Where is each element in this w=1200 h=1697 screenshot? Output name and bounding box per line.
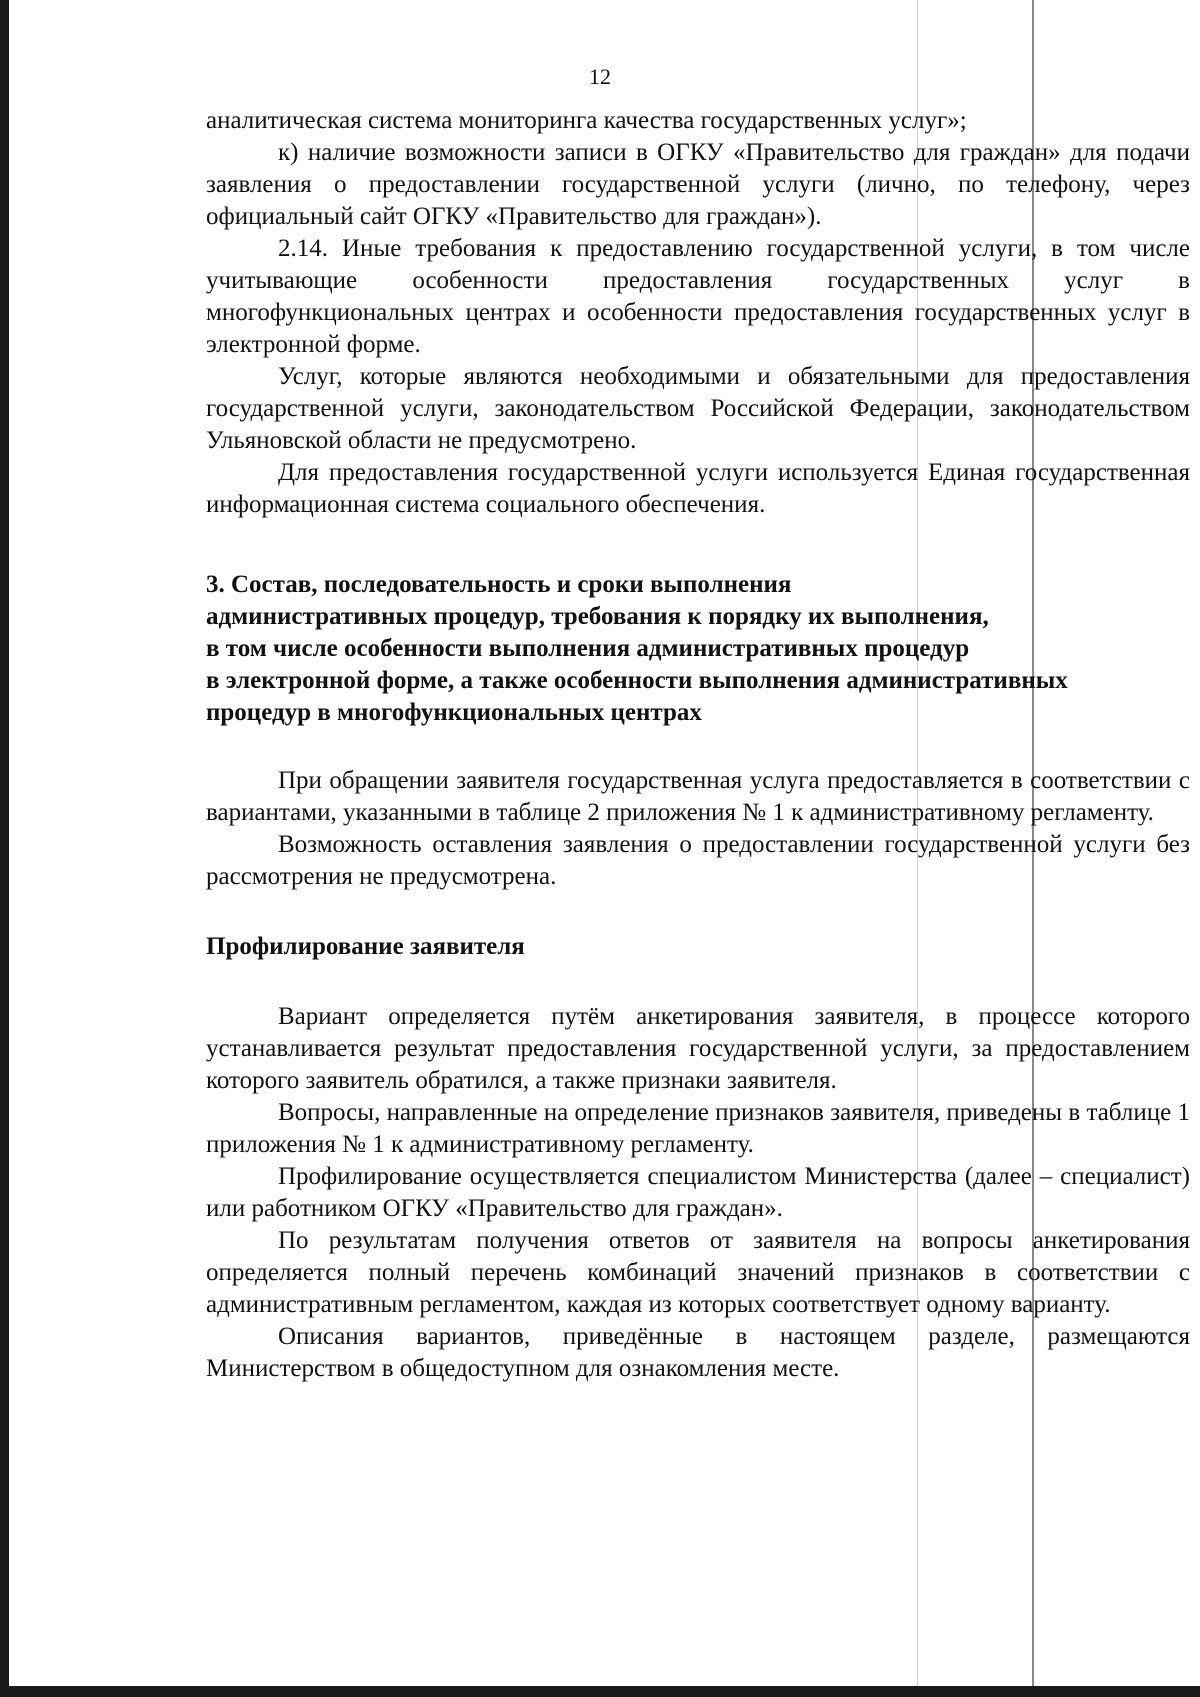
document-body	[206, 105, 1190, 1385]
scan-border-bottom	[0, 1686, 1200, 1697]
section-3-heading	[206, 569, 1190, 729]
section-3-title-line: 3. Состав, последовательность и сроки выполнения	[206, 571, 792, 598]
scan-border-left	[0, 0, 9, 1697]
section-3-title-line: административных процедур, требования к порядку их выполнения,	[206, 603, 989, 630]
paragraph-profiling: Вопросы, направленные на определение признаков заявителя, приведены в таблице 1 приложения № 1 к административному регламенту.	[206, 1099, 1190, 1158]
spacer	[206, 729, 1190, 765]
paragraph-profiling: Вариант определяется путём анкетирования заявителя, в процессе которого устанавливается результат предоставления государственной услуги, за предоставлением которого заявитель обратился, а также признаки заявителя.	[206, 1003, 1190, 1094]
page-number: 12	[589, 64, 611, 89]
section-3-title-line: процедур в многофункциональных центрах	[206, 699, 702, 726]
paragraph-variants: При обращении заявителя государственная услуга предоставляется в соответствии с вариантами, указанными в таблице 2 приложения № 1 к административному регламенту.	[206, 767, 1190, 826]
section-3-title-line: в том числе особенности выполнения административных процедур	[206, 635, 970, 662]
paragraph-profiling: По результатам получения ответов от заявителя на вопросы анкетирования определяется полный перечень комбинаций значений признаков в соответствии с административным регламентом, каждая из которых соответствует одному варианту.	[206, 1227, 1190, 1318]
paragraph-information-system: Для предоставления государственной услуги используется Единая государственная информационная система социального обеспечения.	[206, 459, 1190, 518]
paragraph-2-14: 2.14. Иные требования к предоставлению государственной услуги, в том числе учитывающие особенности предоставления государственных услуг в многофункциональных центрах и особенности предоставления государственных услуг в электронной форме.	[206, 235, 1190, 358]
paragraph-profiling: Описания вариантов, приведённые в настоящем разделе, размещаются Министерством в общедоступном для ознакомления месте.	[206, 1323, 1190, 1382]
paragraph-profiling: Профилирование осуществляется специалистом Министерства (далее – специалист) или работником ОГКУ «Правительство для граждан».	[206, 1163, 1190, 1222]
spacer	[206, 963, 1190, 1001]
paragraph-services: Услуг, которые являются необходимыми и обязательными для предоставления государственной услуги, законодательством Российской Федерации, законодательством Ульяновской области не предусмотрено.	[206, 363, 1190, 454]
spacer	[206, 521, 1190, 569]
paragraph-item-k: к) наличие возможности записи в ОГКУ «Правительство для граждан» для подачи заявления о предоставлении государственной услуги (лично, по телефону, через официальный сайт ОГКУ «Правительство для граждан»).	[206, 139, 1190, 230]
paragraph-continuation: аналитическая система мониторинга качества государственных услуг»;	[206, 107, 967, 134]
profiling-heading: Профилирование заявителя	[206, 933, 525, 960]
section-3-title-line: в электронной форме, а также особенности выполнения административных	[206, 667, 1068, 694]
paragraph-no-consideration: Возможность оставления заявления о предоставлении государственной услуги без рассмотрения не предусмотрена.	[206, 831, 1190, 890]
spacer	[206, 893, 1190, 931]
